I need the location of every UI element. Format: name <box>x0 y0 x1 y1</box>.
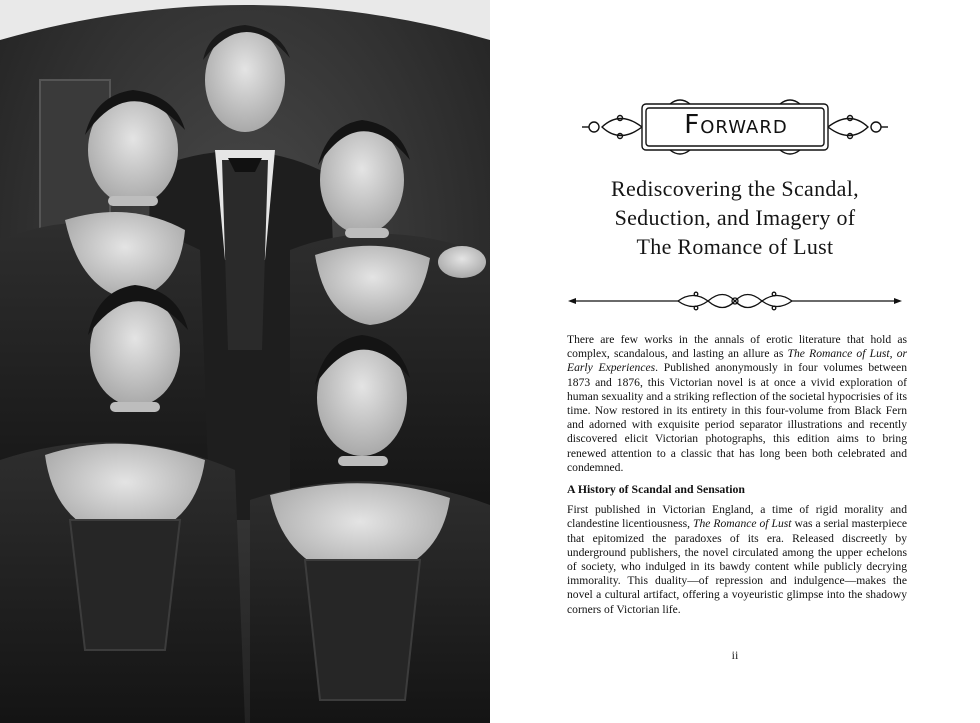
paragraph-1-text-b: . Published anonymously in four volumes between 1873 and 1876, this Victorian novel is at once a vivid exploration of human sexuality and a striking reflection of the societal hypocrisies of its time. Now restored in its entirety in this four-volume from Black Fern and adorned with exquisite period separator illustrations and recently discovered elicit Victorian photographs, this edition aims to bring renewed attention to a classic that has long been both celebrated and condemned. <box>567 361 907 474</box>
subtitle-line-3: The Romance of Lust <box>636 234 834 259</box>
forward-heading: Forward <box>684 110 788 140</box>
paragraph-2-text-a: First published in Victorian England, a time of rigid morality and clandestine licentiousness, <box>567 503 907 531</box>
paragraph-2 <box>567 503 907 617</box>
section-heading: A History of Scandal and Sensation <box>567 482 745 497</box>
subtitle <box>560 174 910 261</box>
separator-ornament <box>568 288 902 314</box>
subtitle-line-1: Rediscovering the Scandal, <box>611 176 859 201</box>
paragraph-1-text-a: There are few works in the annals of erotic literature that hold as complex, scandalous, and lasting an allure as <box>567 333 907 361</box>
paragraph-2-italic-title: The Romance of Lust <box>693 517 792 531</box>
subtitle-line-2: Seduction, and Imagery of <box>614 205 856 230</box>
paragraph-1 <box>567 333 907 475</box>
text-page <box>490 0 980 723</box>
body-text <box>567 333 907 624</box>
paragraph-2-text-b: was a serial masterpiece that epitomized the paradoxes of its era. Released discreetly by underground publishers, the novel circulated among the upper echelons of society, who indulged in its bawdy content while publicly decrying immorality. This duality—of repression and indulgence—makes the novel a cultural artifact, offering a voyeuristic glimpse into the shadowy corners of Victorian life. <box>567 517 908 616</box>
paragraph-1-italic-title: The Romance of Lust, or Early Experiences <box>567 347 907 375</box>
page-number: ii <box>731 648 739 662</box>
